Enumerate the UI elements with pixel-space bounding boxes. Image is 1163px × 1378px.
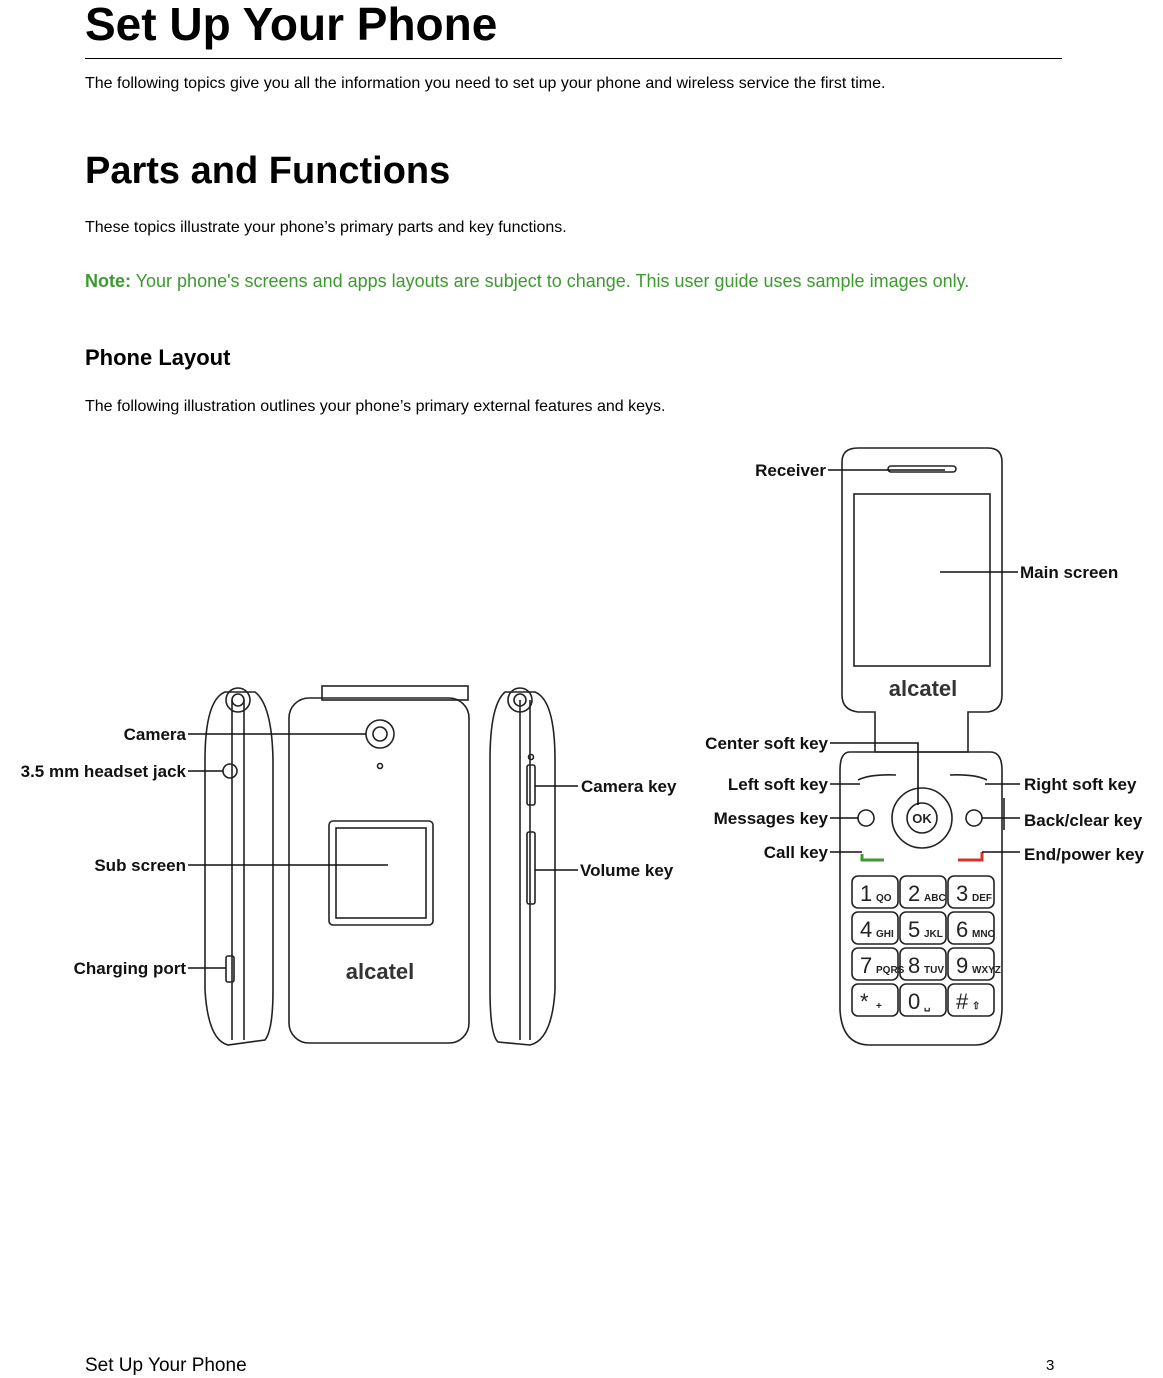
ok-key-label: OK	[912, 811, 932, 826]
label-volume-key: Volume key	[580, 861, 674, 880]
label-messages-key: Messages key	[713, 809, 828, 828]
keypad-digit: 2	[908, 881, 921, 906]
keypad-letters: TUV	[924, 965, 944, 976]
keypad-digit: 7	[860, 953, 873, 978]
subsection-intro: The following illustration outlines your phone’s primary external features and keys.	[85, 398, 666, 415]
label-camera-key: Camera key	[581, 777, 677, 796]
page-number: 3	[1046, 1357, 1055, 1374]
right-side-view	[490, 688, 555, 1045]
brand-logo-back: alcatel	[345, 959, 415, 984]
keypad-letters: PQRS	[876, 965, 905, 976]
keypad-digit: 4	[860, 917, 873, 942]
keypad-letters: +	[876, 1001, 882, 1012]
keypad-digit: 3	[956, 881, 969, 906]
label-camera: Camera	[123, 725, 186, 744]
keypad-letters: ABC	[924, 893, 946, 904]
keypad-letters: WXYZ	[972, 965, 1001, 976]
keypad-digit: 5	[908, 917, 921, 942]
end-key-icon	[958, 852, 982, 860]
keypad-digit: 1	[860, 881, 873, 906]
label-headset-jack: 3.5 mm headset jack	[20, 762, 186, 781]
leader-lines	[188, 470, 1020, 968]
keypad-letters: MNO	[972, 929, 996, 940]
label-sub-screen: Sub screen	[94, 856, 186, 875]
footer-title: Set Up Your Phone	[85, 1355, 247, 1376]
call-key-icon	[862, 854, 884, 860]
brand-logo-front: alcatel	[888, 676, 958, 701]
keypad-letters: QO	[876, 893, 892, 904]
label-right-soft-key: Right soft key	[1024, 775, 1137, 794]
keypad-letters: GHI	[876, 929, 894, 940]
subsection-title: Phone Layout	[85, 345, 231, 370]
label-back-clear-key: Back/clear key	[1024, 811, 1143, 830]
title-rule	[85, 58, 1062, 59]
keypad-letters: ⇧	[972, 1001, 981, 1012]
label-call-key: Call key	[763, 843, 828, 862]
label-receiver: Receiver	[755, 461, 826, 480]
note-text: Your phone's screens and apps layouts are subject to change. This user guide uses sample images only.	[131, 271, 970, 291]
label-left-soft-key: Left soft key	[727, 775, 828, 794]
label-main-screen: Main screen	[1020, 563, 1119, 582]
note-label: Note:	[85, 271, 131, 291]
keypad-digit: #	[956, 989, 969, 1014]
intro-text: The following topics give you all the information you need to set up your phone and wireless service the first time.	[85, 75, 886, 92]
keypad-digit: 0	[908, 989, 921, 1014]
keypad-letters: ␣	[924, 1001, 931, 1012]
keypad-digit: 8	[908, 953, 921, 978]
keypad-digit: 6	[956, 917, 969, 942]
label-center-soft-key: Center soft key	[705, 734, 828, 753]
note	[85, 268, 1075, 294]
left-side-view	[205, 688, 273, 1045]
section-title: Parts and Functions	[85, 150, 451, 192]
page-title: Set Up Your Phone	[85, 0, 498, 50]
phone-layout-illustration	[0, 440, 1163, 1060]
keypad-letters: DEF	[972, 893, 992, 904]
keypad-digit: *	[860, 989, 869, 1014]
label-end-power-key: End/power key	[1024, 845, 1144, 864]
keypad-digit: 9	[956, 953, 969, 978]
label-charging-port: Charging port	[73, 959, 186, 978]
section-intro: These topics illustrate your phone’s primary parts and key functions.	[85, 219, 567, 236]
keypad-letters: JKL	[924, 929, 943, 940]
